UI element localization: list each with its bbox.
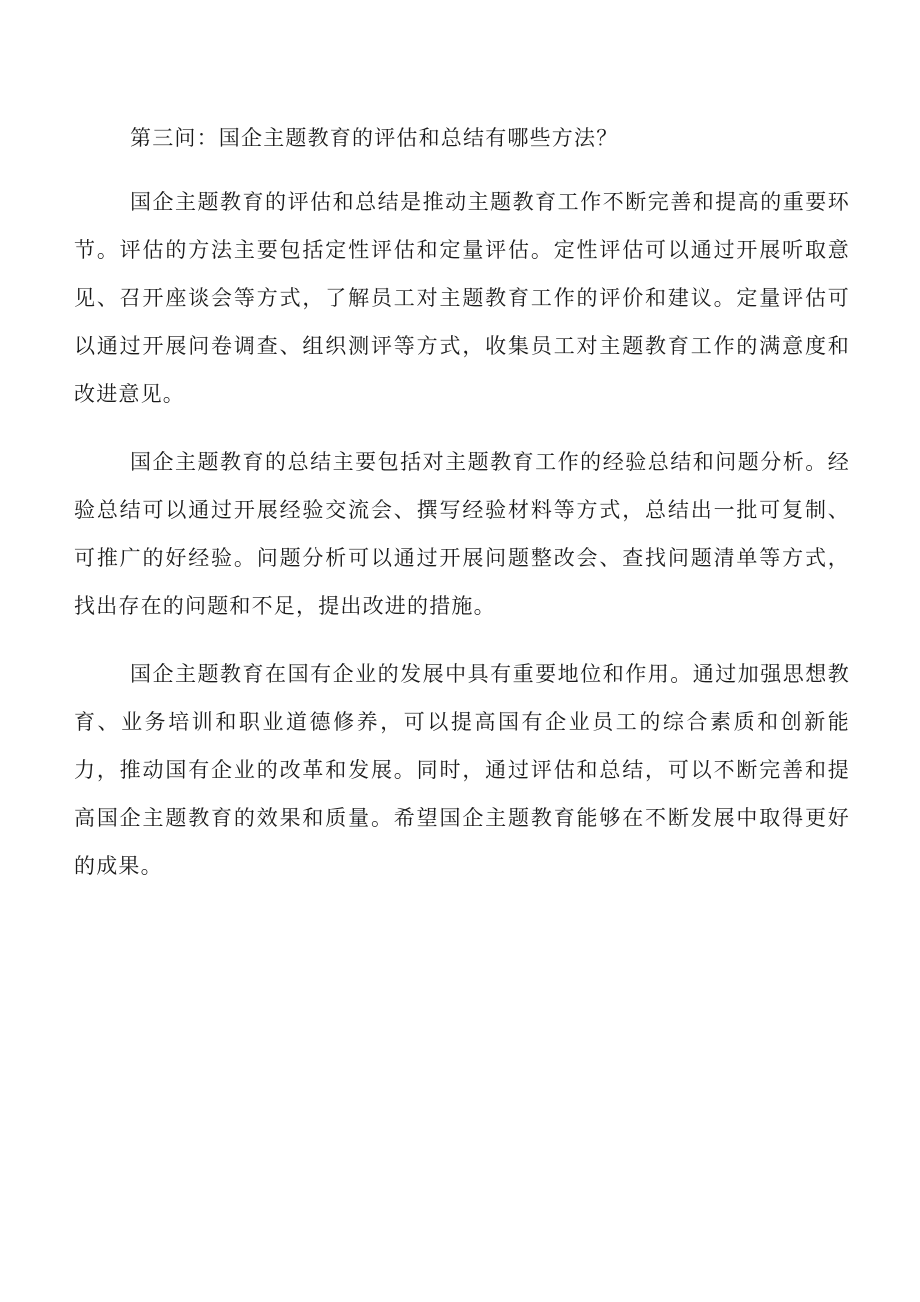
paragraph-spacer (74, 418, 850, 438)
heading-spacer (74, 162, 850, 178)
paragraph-spacer (74, 630, 850, 650)
document-body (74, 114, 850, 890)
paragraph-summary-methods: 国企主题教育的总结主要包括对主题教育工作的经验总结和问题分析。经验总结可以通过开展经验交流会、撰写经验材料等方式，总结出一批可复制、可推广的好经验。问题分析可以通过开展问题整改会、查找问题清单等方式，找出存在的问题和不足，提出改进的措施。 (74, 450, 850, 618)
question-heading: 第三问：国企主题教育的评估和总结有哪些方法？ (130, 126, 619, 150)
paragraph-conclusion: 国企主题教育在国有企业的发展中具有重要地位和作用。通过加强思想教育、业务培训和职业道德修养，可以提高国有企业员工的综合素质和创新能力，推动国有企业的改革和发展。同时，通过评估和总结，可以不断完善和提高国企主题教育的效果和质量。希望国企主题教育能够在不断发展中取得更好的成果。 (74, 662, 850, 878)
paragraph-evaluation-methods: 国企主题教育的评估和总结是推动主题教育工作不断完善和提高的重要环节。评估的方法主要包括定性评估和定量评估。定性评估可以通过开展听取意见、召开座谈会等方式，了解员工对主题教育工作的评价和建议。定量评估可以通过开展问卷调查、组织测评等方式，收集员工对主题教育工作的满意度和改进意见。 (74, 190, 850, 406)
